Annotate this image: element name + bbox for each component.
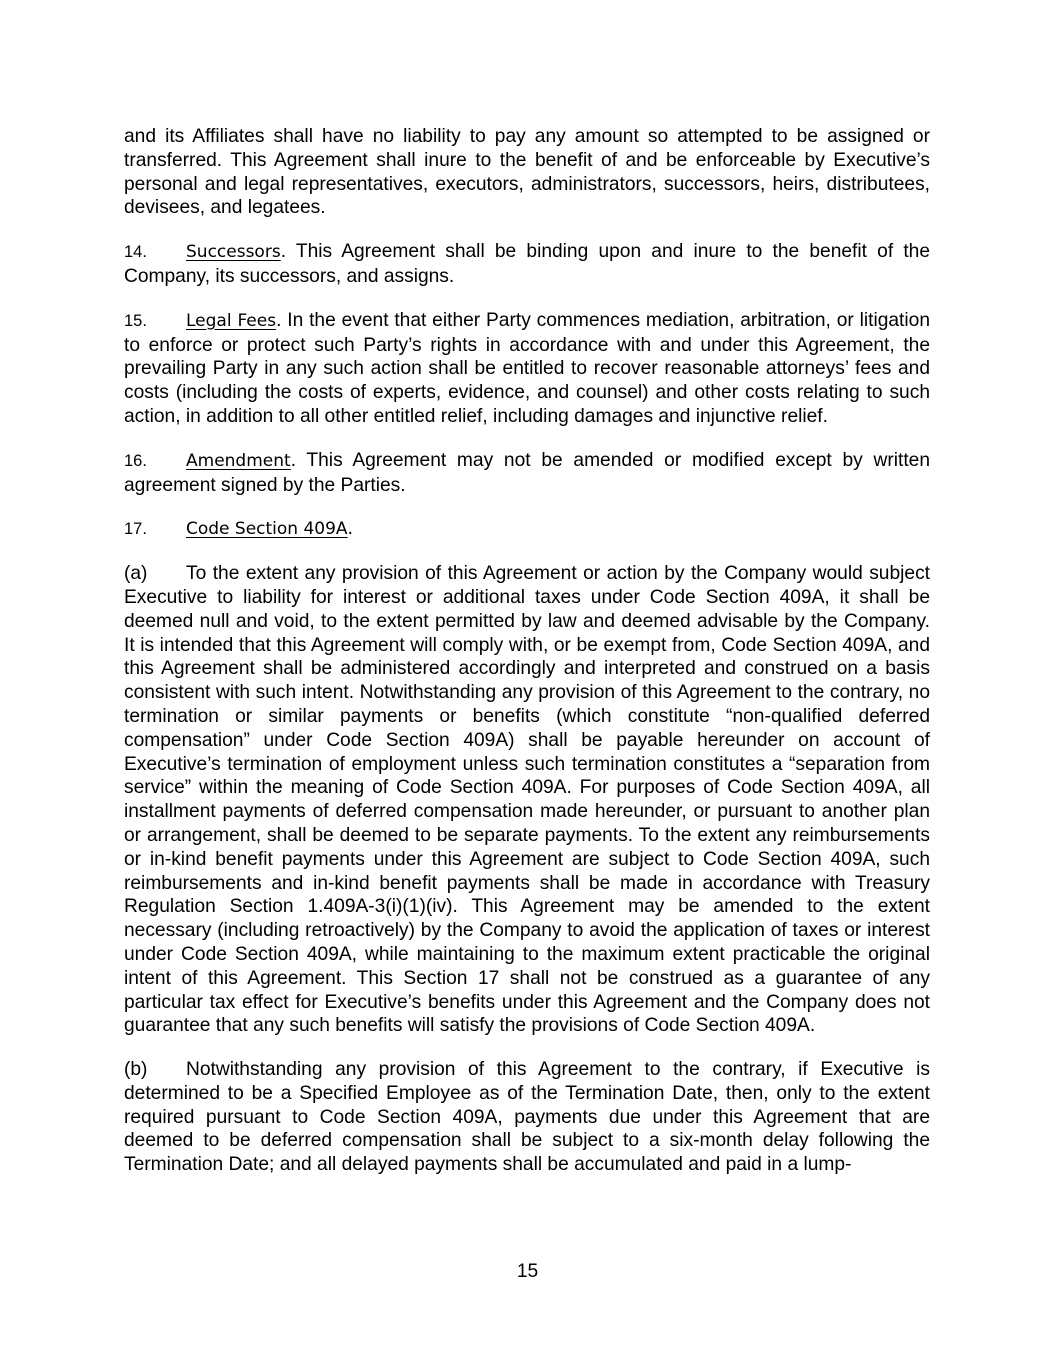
section-number: 16. xyxy=(124,451,147,470)
section-number: 15. xyxy=(124,311,147,330)
subsection-text: To the extent any provision of this Agreement or action by the Company would subject Executive to liability for interest or additional taxes under Code Section 409A, it shall be deemed null and void, to the extent permitted by law and deemed advisable by the Company. It is intended that this Agreement will comply with, or be exempt from, Code Section 409A, and this Agreement shall be administered accordingly and interpreted and construed on a basis consistent with such intent. Notwithstanding any provision of this Agreement to the contrary, no termination or similar payments or benefits (which constitute “non-qualified deferred compensation” under Code Section 409A) shall be payable hereunder on account of Executive’s termination of employment unless such termination constitutes a “separation from service” within the meaning of Code Section 409A. For purposes of Code Section 409A, all installment payments of deferred compensation made hereunder, or pursuant to another plan or arrangement, shall be deemed to be separate payments. To the extent any reimbursements or in-kind benefit payments under this Agreement are subject to Code Section 409A, such reimbursements and in-kind benefit payments shall be made in accordance with Treasury Regulation Section 1.409A-3(i)(1)(iv). This Agreement may be amended to the extent necessary (including retroactively) by the Company to avoid the application of taxes or interest under Code Section 409A, while maintaining to the maximum extent practicable the original intent of this Agreement. This Section 17 shall not be construed as a guarantee of any particular tax effect for Executive’s benefits under this Agreement and the Company does not guarantee that any such benefits will satisfy the provisions of Code Section 409A. xyxy=(124,563,930,1037)
section-heading: Amendment xyxy=(186,450,291,471)
subsection-b xyxy=(124,1058,930,1177)
section-heading: Legal Fees xyxy=(186,310,277,331)
subsection-text: Notwithstanding any provision of this Agreement to the contrary, if Executive is determined to be a Specified Employee as of the Termination Date, then, only to the extent required pursuant to Code Section 409A, payments due under this Agreement that are deemed to be deferred compensation shall be subject to a six-month delay following the Termination Date; and all delayed payments shall be accumulated and paid in a lump- xyxy=(124,1059,930,1176)
subsection-label: (a) xyxy=(124,563,148,585)
section-16 xyxy=(124,449,930,498)
section-heading: Successors xyxy=(186,242,281,263)
section-number: 17. xyxy=(124,520,147,539)
section-17 xyxy=(124,517,930,542)
section-body: . This Agreement may not be amended or modified except by written agreement signed by the Parties. xyxy=(124,449,930,496)
section-body: . In the event that either Party commences mediation, arbitration, or litigation to enforce or protect such Party’s rights in accordance with and under this Agreement, the prevailing Party in any such action shall be entitled to recover reasonable attorneys’ fees and costs (including the costs of experts, evidence, and counsel) and other costs relating to such action, in addition to all other entitled relief, including damages and injunctive relief. xyxy=(124,309,930,427)
continuation-paragraph: and its Affiliates shall have no liability to pay any amount so attempted to be assigned or transferred. This Agreement shall inure to the benefit of and be enforceable by Executive’s personal and legal representatives, executors, administrators, successors, heirs, distributees, devisees, and legatees. xyxy=(124,126,930,219)
document-page xyxy=(124,125,930,1197)
subsection-a xyxy=(124,562,930,1038)
page-number: 15 xyxy=(516,1261,539,1282)
section-number: 14. xyxy=(124,243,147,262)
section-15 xyxy=(124,309,930,429)
subsection-label: (b) xyxy=(124,1059,148,1081)
section-14 xyxy=(124,240,930,289)
section-body: . xyxy=(347,518,353,540)
section-body: . This Agreement shall be binding upon and inure to the benefit of the Company, its successors, and assigns. xyxy=(124,241,930,287)
section-heading: Code Section 409A xyxy=(186,519,348,540)
